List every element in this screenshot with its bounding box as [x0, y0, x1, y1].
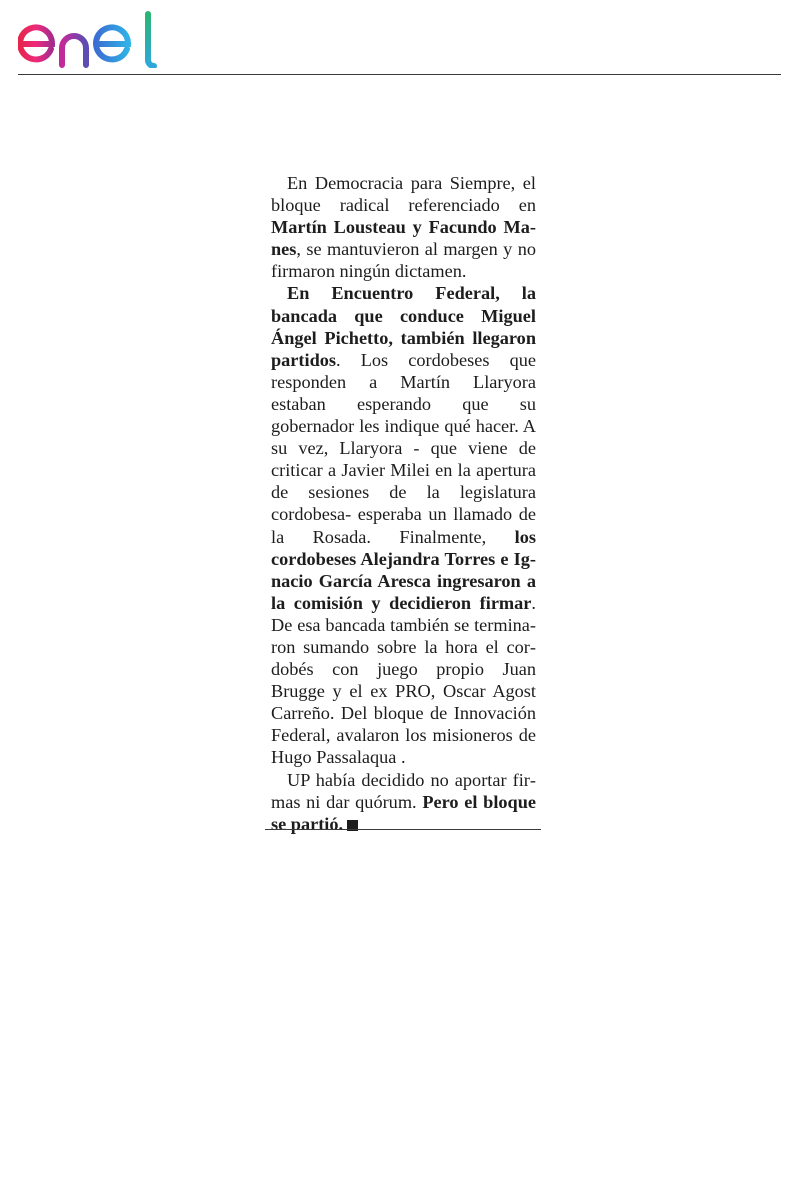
- enel-logo: [18, 8, 170, 68]
- paragraph-3: [271, 769, 536, 835]
- p1-bold-1: Martín Lousteau y Facundo Manes: [271, 217, 536, 260]
- p2-bold-1: En Encuentro Federal, la bancada que conduce Miguel Ángel Pichetto, también llegaron partidos: [271, 283, 536, 370]
- p2-bold-2: los cordobeses Alejandra Torres e Ignacio García Aresca ingresaron a la comisión y decidieron firmar: [271, 526, 536, 613]
- paragraph-1: [271, 172, 536, 282]
- p2-text-2: . De esa bancada también se terminaron sumando sobre la hora el cordobés con juego propio Juan Brugge y el ex PRO, Oscar Agost Carreño. Del bloque de Innovación Federal, avalaron los misioneros de Hugo Passalaqua .: [271, 592, 536, 768]
- header-divider: [18, 74, 781, 75]
- article-end-divider: [265, 829, 541, 830]
- p2-text-1: . Los cordobeses que responden a Martín Llaryora estaban esperando que su gobernador les indique qué hacer. A su vez, Llaryora - que viene de criticar a Javier Milei en la apertura de sesiones de la legislatura cordobesa- esperaba un llamado de la Rosada. Finalmente,: [271, 349, 536, 547]
- p3-text-1: UP había decidido no aportar firmas ni dar quórum.: [271, 769, 536, 812]
- p1-text-1: En Democracia para Siempre, el bloque radical referenciado en: [271, 173, 536, 216]
- article-column: [271, 172, 536, 835]
- p3-bold-1: Pero el bloque se partió.: [271, 791, 536, 834]
- p1-text-2: , se mantuvieron al margen y no firmaron ningún dictamen.: [271, 239, 536, 282]
- paragraph-2: [271, 282, 536, 768]
- enel-logo-mark: [18, 8, 170, 68]
